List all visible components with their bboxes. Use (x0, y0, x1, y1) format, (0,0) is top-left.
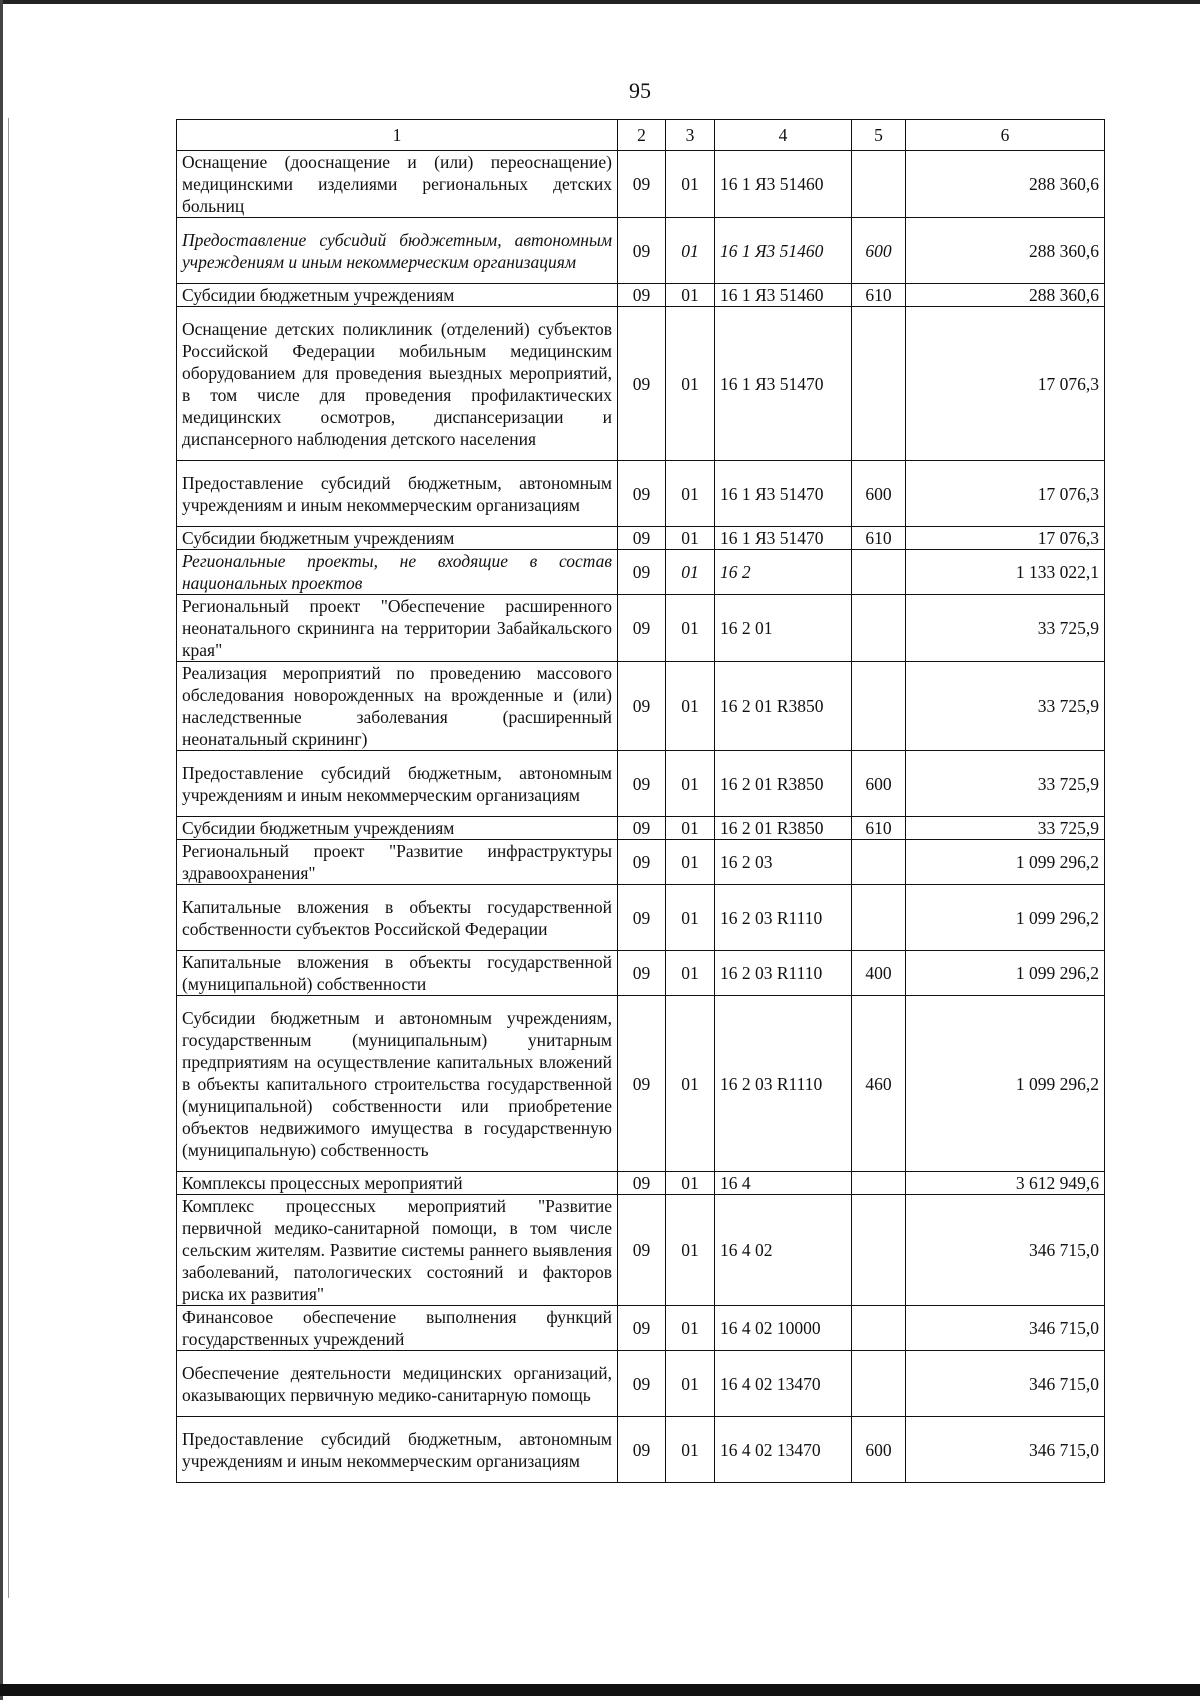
row-section: 09 (618, 662, 666, 751)
row-subsection: 01 (666, 151, 715, 218)
row-target-article: 16 2 03 R1110 (715, 951, 852, 996)
row-subsection: 01 (666, 751, 715, 817)
row-amount: 346 715,0 (906, 1351, 1105, 1417)
row-target-article: 16 2 03 R1110 (715, 885, 852, 951)
row-subsection: 01 (666, 885, 715, 951)
row-name: Субсидии бюджетным и автономным учреждениям, государственным (муниципальным) унитарным предприятиям на осуществление капитальных вложений в объекты капитального строительства государственной (муниципальной) собственности или приобретение объектов недвижимого имущества в государственную (муниципальную) собственность (177, 996, 618, 1172)
row-expense-type (852, 1306, 906, 1351)
row-amount: 288 360,6 (906, 284, 1105, 307)
budget-table (176, 119, 1105, 1483)
row-amount: 33 725,9 (906, 817, 1105, 840)
row-amount: 33 725,9 (906, 662, 1105, 751)
row-section: 09 (618, 307, 666, 461)
table-row (177, 817, 1105, 840)
header-col-1: 1 (177, 120, 618, 151)
row-section: 09 (618, 817, 666, 840)
row-section: 09 (618, 284, 666, 307)
row-expense-type (852, 662, 906, 751)
header-col-5: 5 (852, 120, 906, 151)
row-expense-type: 600 (852, 751, 906, 817)
row-section: 09 (618, 1195, 666, 1306)
row-section: 09 (618, 1351, 666, 1417)
row-expense-type (852, 1351, 906, 1417)
row-subsection: 01 (666, 1172, 715, 1195)
row-section: 09 (618, 218, 666, 284)
row-subsection: 01 (666, 527, 715, 550)
header-col-4: 4 (715, 120, 852, 151)
row-target-article: 16 1 Я3 51460 (715, 218, 852, 284)
row-subsection: 01 (666, 1306, 715, 1351)
table-row (177, 307, 1105, 461)
header-col-2: 2 (618, 120, 666, 151)
row-name: Региональные проекты, не входящие в состав национальных проектов (177, 550, 618, 595)
header-col-3: 3 (666, 120, 715, 151)
scan-bottom-edge (0, 1684, 1200, 1696)
row-subsection: 01 (666, 1351, 715, 1417)
row-expense-type: 400 (852, 951, 906, 996)
row-section: 09 (618, 951, 666, 996)
table-header-row (177, 120, 1105, 151)
row-target-article: 16 1 Я3 51470 (715, 461, 852, 527)
row-target-article: 16 4 02 13470 (715, 1417, 852, 1483)
row-amount: 3 612 949,6 (906, 1172, 1105, 1195)
header-col-6: 6 (906, 120, 1105, 151)
row-name: Предоставление субсидий бюджетным, автономным учреждениям и иным некоммерческим организациям (177, 1417, 618, 1483)
row-amount: 1 133 022,1 (906, 550, 1105, 595)
scan-left-shadow (8, 118, 9, 1598)
row-target-article: 16 2 01 R3850 (715, 662, 852, 751)
table-row (177, 1195, 1105, 1306)
row-amount: 288 360,6 (906, 151, 1105, 218)
row-subsection: 01 (666, 595, 715, 662)
table-row (177, 1306, 1105, 1351)
row-amount: 17 076,3 (906, 461, 1105, 527)
row-amount: 17 076,3 (906, 527, 1105, 550)
row-name: Региональный проект "Обеспечение расширенного неонатального скрининга на территории Забайкальского края" (177, 595, 618, 662)
row-name: Комплекс процессных мероприятий "Развитие первичной медико-санитарной помощи, в том числе сельским жителям. Развитие системы раннего выявления заболеваний, патологических состояний и факторов риска их развития" (177, 1195, 618, 1306)
row-target-article: 16 1 Я3 51460 (715, 284, 852, 307)
row-target-article: 16 2 01 R3850 (715, 817, 852, 840)
row-expense-type (852, 1195, 906, 1306)
row-target-article: 16 4 02 13470 (715, 1351, 852, 1417)
table-row (177, 840, 1105, 885)
row-target-article: 16 1 Я3 51470 (715, 527, 852, 550)
row-name: Субсидии бюджетным учреждениям (177, 527, 618, 550)
row-section: 09 (618, 840, 666, 885)
table-row (177, 951, 1105, 996)
row-subsection: 01 (666, 461, 715, 527)
table-row (177, 218, 1105, 284)
row-expense-type (852, 595, 906, 662)
row-target-article: 16 2 (715, 550, 852, 595)
table-row (177, 662, 1105, 751)
row-target-article: 16 4 (715, 1172, 852, 1195)
row-name: Комплексы процессных мероприятий (177, 1172, 618, 1195)
row-amount: 288 360,6 (906, 218, 1105, 284)
table-row (177, 1351, 1105, 1417)
row-name: Капитальные вложения в объекты государственной (муниципальной) собственности (177, 951, 618, 996)
row-target-article: 16 4 02 10000 (715, 1306, 852, 1351)
scan-top-edge (0, 0, 1200, 4)
row-section: 09 (618, 1172, 666, 1195)
row-target-article: 16 2 03 (715, 840, 852, 885)
row-amount: 1 099 296,2 (906, 951, 1105, 996)
row-name: Субсидии бюджетным учреждениям (177, 284, 618, 307)
table-row (177, 461, 1105, 527)
row-expense-type (852, 1172, 906, 1195)
row-subsection: 01 (666, 218, 715, 284)
row-name: Региональный проект "Развитие инфраструктуры здравоохранения" (177, 840, 618, 885)
row-name: Предоставление субсидий бюджетным, автономным учреждениям и иным некоммерческим организациям (177, 461, 618, 527)
row-subsection: 01 (666, 951, 715, 996)
table-row (177, 885, 1105, 951)
row-amount: 346 715,0 (906, 1417, 1105, 1483)
row-subsection: 01 (666, 840, 715, 885)
row-name: Обеспечение деятельности медицинских организаций, оказывающих первичную медико-санитарную помощь (177, 1351, 618, 1417)
row-name: Оснащение детских поликлиник (отделений) субъектов Российской Федерации мобильным медицинским оборудованием для проведения выездных мероприятий, в том числе для проведения профилактических медицинских осмотров, диспансеризации и диспансерного наблюдения детского населения (177, 307, 618, 461)
table-row (177, 1172, 1105, 1195)
scan-left-edge (0, 0, 3, 1700)
row-section: 09 (618, 996, 666, 1172)
row-target-article: 16 4 02 (715, 1195, 852, 1306)
row-subsection: 01 (666, 996, 715, 1172)
row-expense-type: 610 (852, 527, 906, 550)
row-expense-type: 600 (852, 218, 906, 284)
row-target-article: 16 1 Я3 51460 (715, 151, 852, 218)
row-target-article: 16 1 Я3 51470 (715, 307, 852, 461)
table-row (177, 527, 1105, 550)
row-target-article: 16 2 01 R3850 (715, 751, 852, 817)
row-section: 09 (618, 461, 666, 527)
row-subsection: 01 (666, 284, 715, 307)
row-name: Финансовое обеспечение выполнения функций государственных учреждений (177, 1306, 618, 1351)
page-number: 95 (629, 78, 651, 103)
row-name: Предоставление субсидий бюджетным, автономным учреждениям и иным некоммерческим организациям (177, 218, 618, 284)
row-section: 09 (618, 1306, 666, 1351)
row-amount: 17 076,3 (906, 307, 1105, 461)
row-subsection: 01 (666, 550, 715, 595)
row-expense-type: 600 (852, 1417, 906, 1483)
row-expense-type (852, 151, 906, 218)
table-row (177, 996, 1105, 1172)
row-expense-type: 460 (852, 996, 906, 1172)
row-expense-type (852, 840, 906, 885)
row-subsection: 01 (666, 1195, 715, 1306)
row-section: 09 (618, 151, 666, 218)
row-subsection: 01 (666, 817, 715, 840)
row-amount: 1 099 296,2 (906, 996, 1105, 1172)
row-name: Реализация мероприятий по проведению массового обследования новорожденных на врожденные и (или) наследственные заболевания (расширенный неонатальный скрининг) (177, 662, 618, 751)
row-section: 09 (618, 550, 666, 595)
row-expense-type: 610 (852, 817, 906, 840)
row-section: 09 (618, 595, 666, 662)
row-expense-type: 610 (852, 284, 906, 307)
row-expense-type: 600 (852, 461, 906, 527)
row-expense-type (852, 550, 906, 595)
row-amount: 1 099 296,2 (906, 885, 1105, 951)
row-section: 09 (618, 885, 666, 951)
row-section: 09 (618, 1417, 666, 1483)
row-name: Капитальные вложения в объекты государственной собственности субъектов Российской Федерации (177, 885, 618, 951)
row-section: 09 (618, 527, 666, 550)
table-row (177, 595, 1105, 662)
row-subsection: 01 (666, 662, 715, 751)
row-expense-type (852, 307, 906, 461)
table-row (177, 151, 1105, 218)
row-target-article: 16 2 03 R1110 (715, 996, 852, 1172)
table-row (177, 550, 1105, 595)
row-name: Субсидии бюджетным учреждениям (177, 817, 618, 840)
row-expense-type (852, 885, 906, 951)
row-section: 09 (618, 751, 666, 817)
row-amount: 33 725,9 (906, 595, 1105, 662)
row-amount: 33 725,9 (906, 751, 1105, 817)
row-amount: 1 099 296,2 (906, 840, 1105, 885)
table-row (177, 284, 1105, 307)
row-name: Предоставление субсидий бюджетным, автономным учреждениям и иным некоммерческим организациям (177, 751, 618, 817)
row-subsection: 01 (666, 307, 715, 461)
row-target-article: 16 2 01 (715, 595, 852, 662)
row-amount: 346 715,0 (906, 1195, 1105, 1306)
table-row (177, 751, 1105, 817)
row-subsection: 01 (666, 1417, 715, 1483)
row-name: Оснащение (дооснащение и (или) переоснащение) медицинскими изделиями региональных детских больниц (177, 151, 618, 218)
table-row (177, 1417, 1105, 1483)
row-amount: 346 715,0 (906, 1306, 1105, 1351)
